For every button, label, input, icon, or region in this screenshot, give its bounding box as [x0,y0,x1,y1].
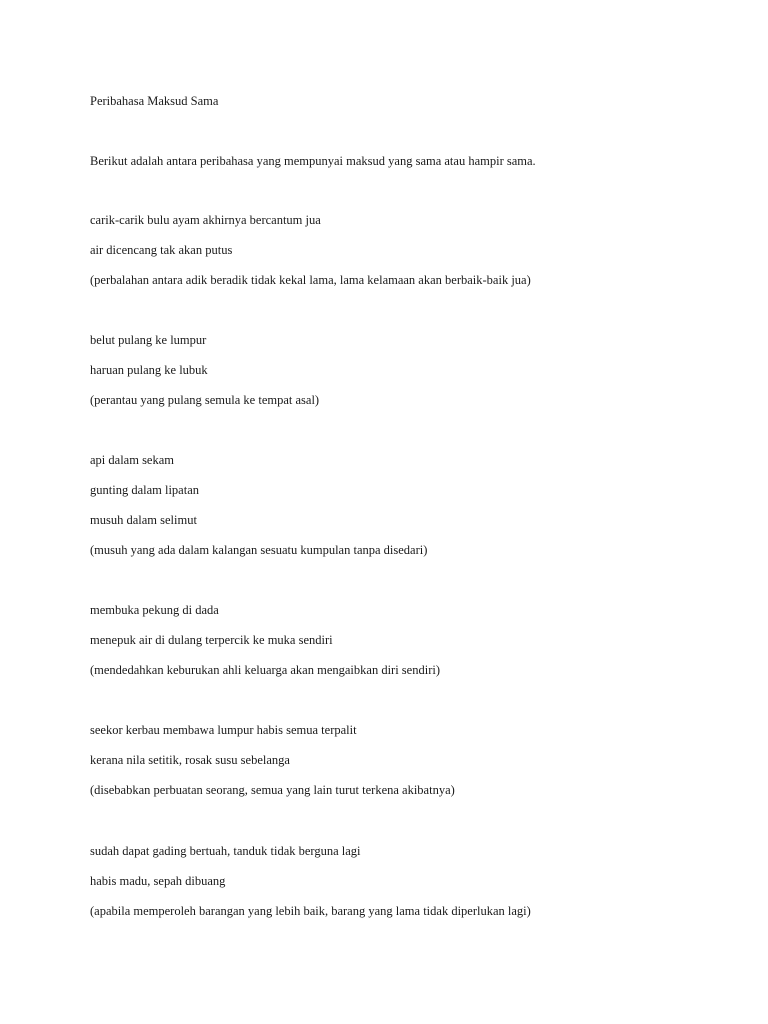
proverb-line: carik-carik bulu ayam akhirnya bercantum jua [90,213,321,227]
meaning-line: (perantau yang pulang semula ke tempat asal) [90,393,320,407]
meaning-line: (disebabkan perbuatan seorang, semua yang lain turut terkena akibatnya) [90,783,455,797]
intro-text: Berikut adalah antara peribahasa yang mempunyai maksud yang sama atau hampir sama. [90,154,536,168]
meaning-line: (apabila memperoleh barangan yang lebih baik, barang yang lama tidak diperlukan lagi) [90,904,531,918]
proverb-line: haruan pulang ke lubuk [90,363,208,377]
meaning-line: (mendedahkan keburukan ahli keluarga akan mengaibkan diri sendiri) [90,663,440,677]
document-title: Peribahasa Maksud Sama [90,94,219,108]
proverb-line: kerana nila setitik, rosak susu sebelanga [90,753,290,767]
meaning-line: (musuh yang ada dalam kalangan sesuatu kumpulan tanpa disedari) [90,543,428,557]
proverb-line: musuh dalam selimut [90,513,197,527]
meaning-line: (perbalahan antara adik beradik tidak kekal lama, lama kelamaan akan berbaik-baik jua) [90,273,531,287]
proverb-line: belut pulang ke lumpur [90,333,207,347]
proverb-line: air dicencang tak akan putus [90,243,233,257]
proverb-line: menepuk air di dulang terpercik ke muka sendiri [90,633,333,647]
proverb-line: habis madu, sepah dibuang [90,874,226,888]
proverb-line: gunting dalam lipatan [90,483,200,497]
proverb-line: membuka pekung di dada [90,603,219,617]
proverb-line: api dalam sekam [90,453,174,467]
proverb-line: sudah dapat gading bertuah, tanduk tidak berguna lagi [90,844,361,858]
proverb-line: seekor kerbau membawa lumpur habis semua terpalit [90,723,357,737]
